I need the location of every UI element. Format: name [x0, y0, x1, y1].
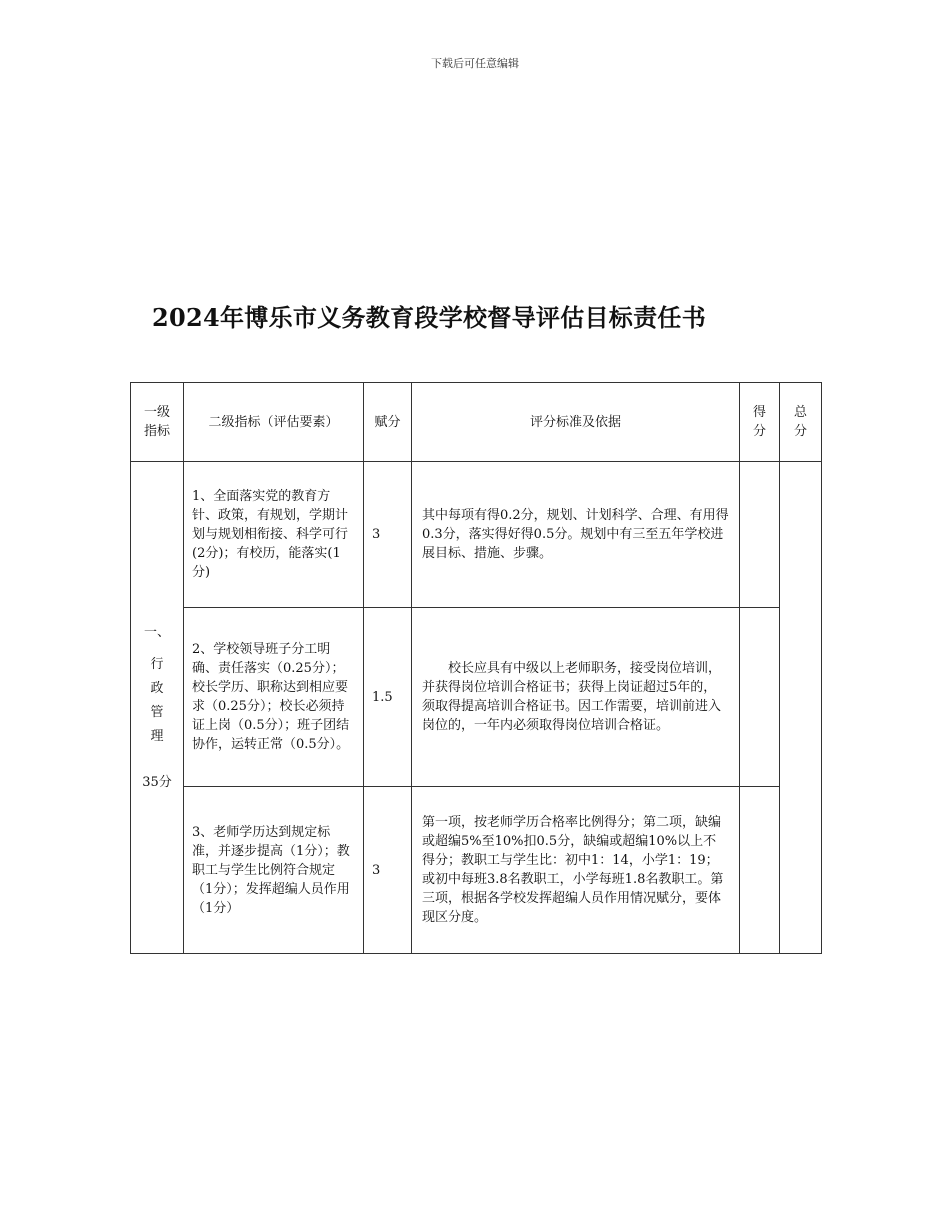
indicator-cell: 3、老师学历达到规定标准，并逐步提高（1分）；教职工与学生比例符合规定（1分）；发挥超编人员作用（1分）: [184, 787, 364, 954]
category-char: 管: [150, 704, 164, 720]
category-cell: [131, 462, 184, 954]
indicator-cell: 1、全面落实党的教育方针、政策，有规划，学期计划与规划相衔接、科学可行(2分)；有校历，能落实(1分): [184, 462, 364, 608]
header-criteria: 评分标准及依据: [412, 383, 740, 462]
document-title: 2024年博乐市义务教育段学校督导评估目标责任书: [152, 303, 706, 332]
criteria-cell: 其中每项有得0.2分，规划、计划科学、合理、有用得0.3分，落实得好得0.5分。规划中有三至五年学校进展目标、措施、步骤。: [412, 462, 740, 608]
category-char: 行: [150, 656, 164, 672]
category-prefix: 一、: [143, 624, 170, 640]
table-header-row: [131, 383, 822, 462]
criteria-cell: 第一项，按老师学历合格率比例得分；第二项，缺编或超编5%至10%扣0.5分，缺编或超编10%以上不得分；教职工与学生比：初中1：14，小学1：19；或初中每班3.8名教职工，小学每班1.8名教职工。第三项，根据各学校发挥超编人员作用情况赋分，要体现区分度。: [412, 787, 740, 954]
evaluation-table: [130, 382, 822, 954]
category-char: 理: [150, 728, 164, 744]
score-cell: 3: [364, 787, 412, 954]
got-cell: [740, 462, 780, 608]
header-score: 赋分: [364, 383, 412, 462]
score-cell: 1.5: [364, 608, 412, 787]
indicator-cell: 2、学校领导班子分工明确、责任落实（0.25分）；校长学历、职称达到相应要求（0.25分）；校长必须持证上岗（0.5分）；班子团结协作，运转正常（0.5分）。: [184, 608, 364, 787]
score-cell: 3: [364, 462, 412, 608]
criteria-cell: 校长应具有中级以上老师职务，接受岗位培训，并获得岗位培训合格证书；获得上岗证超过5年的，须取得提高培训合格证书。因工作需要，培训前进入岗位的，一年内必须取得岗位培训合格证。: [412, 608, 740, 787]
header-total: 总分: [780, 383, 822, 462]
header-level1: 一级指标: [131, 383, 184, 462]
category-label: [142, 621, 172, 795]
header-note: 下载后可任意编辑: [431, 57, 519, 70]
table-row: [131, 462, 822, 608]
header-level2: 二级指标（评估要素）: [184, 383, 364, 462]
header-got: 得分: [740, 383, 780, 462]
got-cell: [740, 787, 780, 954]
total-cell: [780, 462, 822, 954]
category-char: 政: [150, 680, 164, 696]
got-cell: [740, 608, 780, 787]
table-row: [131, 608, 822, 787]
table-row: [131, 787, 822, 954]
category-points: 35分: [142, 774, 172, 790]
